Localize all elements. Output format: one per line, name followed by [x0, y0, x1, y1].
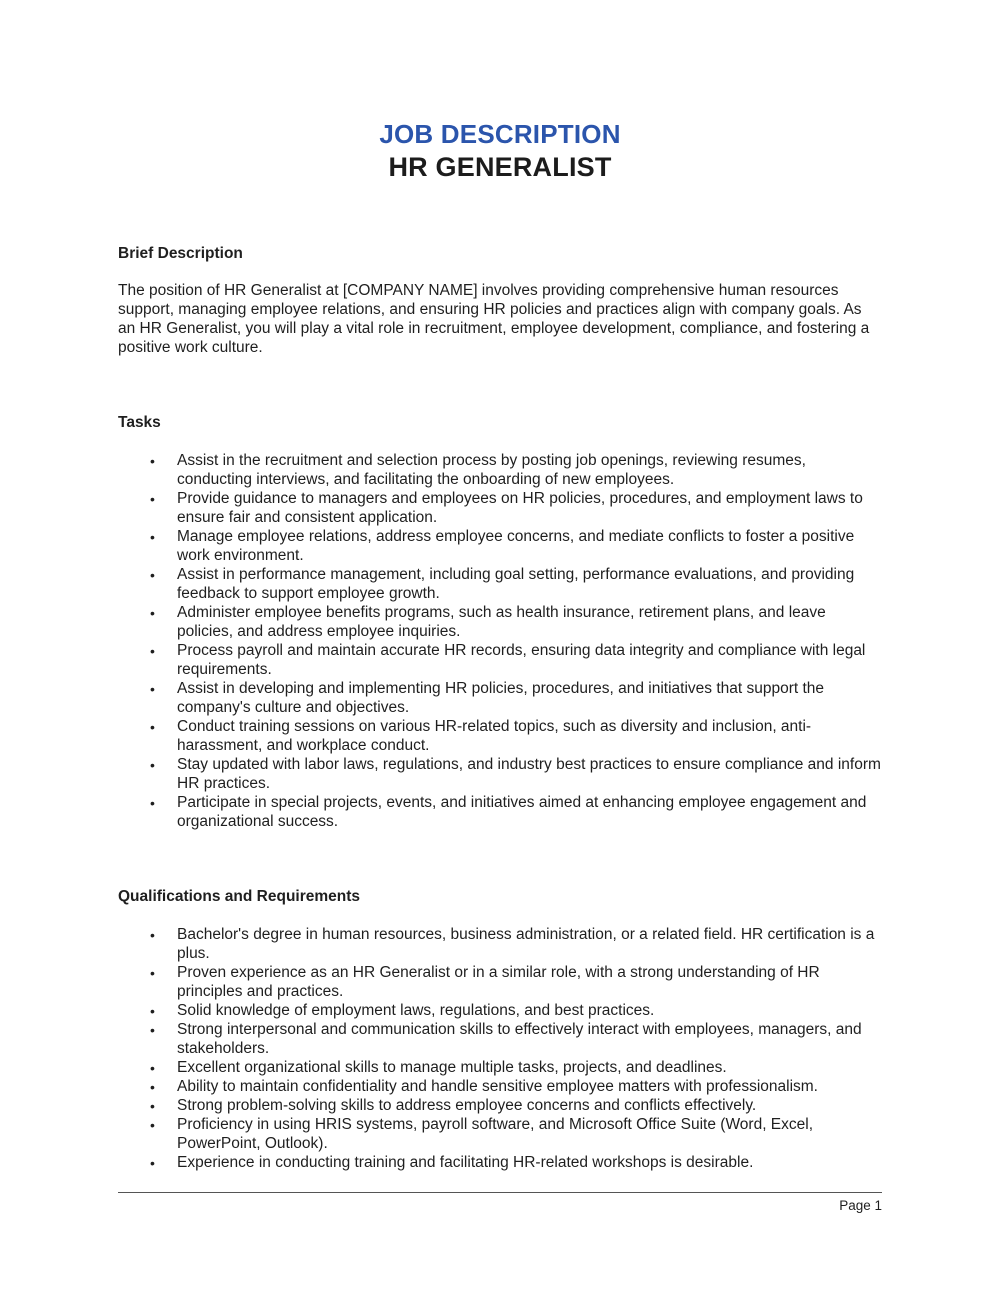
section-brief-description: [118, 244, 882, 357]
list-item: • Process payroll and maintain accurate HR records, ensuring data integrity and compliance with legal requirements.: [177, 641, 882, 679]
brief-description-heading: Brief Description: [118, 245, 243, 262]
list-item: • Solid knowledge of employment laws, regulations, and best practices.: [177, 1001, 882, 1020]
section-qualifications: [118, 887, 882, 1172]
list-item: • Excellent organizational skills to manage multiple tasks, projects, and deadlines.: [177, 1058, 882, 1077]
list-item: • Assist in developing and implementing HR policies, procedures, and initiatives that support the company's culture and objectives.: [177, 679, 882, 717]
doc-subtitle: HR GENERALIST: [388, 152, 612, 182]
list-item: • Proficiency in using HRIS systems, payroll software, and Microsoft Office Suite (Word, Excel, PowerPoint, Outlook).: [177, 1115, 882, 1153]
tasks-list: [118, 451, 882, 831]
tasks-heading: Tasks: [118, 414, 161, 431]
list-item: • Strong interpersonal and communication skills to effectively interact with employees, managers, and stakeholders.: [177, 1020, 882, 1058]
brief-description-paragraph: The position of HR Generalist at [COMPANY NAME] involves providing comprehensive human resources support, managing employee relations, and ensuring HR policies and practices align with company goals. As an HR Generalist, you will play a vital role in recruitment, employee development, compliance, and fostering a positive work culture.: [118, 282, 870, 356]
list-item: • Provide guidance to managers and employees on HR policies, procedures, and employment laws to ensure fair and consistent application.: [177, 489, 882, 527]
page-footer: [118, 1192, 882, 1215]
section-tasks: [118, 413, 882, 831]
list-item: • Proven experience as an HR Generalist or in a similar role, with a strong understanding of HR principles and practices.: [177, 963, 882, 1001]
list-item: • Ability to maintain confidentiality and handle sensitive employee matters with professionalism.: [177, 1077, 882, 1096]
list-item: • Conduct training sessions on various HR-related topics, such as diversity and inclusion, anti-harassment, and workplace conduct.: [177, 717, 882, 755]
list-item: • Assist in the recruitment and selection process by posting job openings, reviewing resumes, conducting interviews, and facilitating the onboarding of new employees.: [177, 451, 882, 489]
list-item: • Manage employee relations, address employee concerns, and mediate conflicts to foster a positive work environment.: [177, 527, 882, 565]
list-item: • Participate in special projects, events, and initiatives aimed at enhancing employee engagement and organizational success.: [177, 793, 882, 831]
page-number-label: Page 1: [839, 1198, 882, 1213]
list-item: • Assist in performance management, including goal setting, performance evaluations, and providing feedback to support employee growth.: [177, 565, 882, 603]
document-title-block: [118, 118, 882, 184]
list-item: • Strong problem-solving skills to address employee concerns and conflicts effectively.: [177, 1096, 882, 1115]
list-item: • Stay updated with labor laws, regulations, and industry best practices to ensure compliance and inform HR practices.: [177, 755, 882, 793]
qualifications-heading: Qualifications and Requirements: [118, 888, 361, 905]
doc-title: JOB DESCRIPTION: [379, 119, 621, 149]
qualifications-list: [118, 925, 882, 1172]
list-item: • Administer employee benefits programs, such as health insurance, retirement plans, and leave policies, and address employee inquiries.: [177, 603, 882, 641]
document-content: [118, 118, 882, 1172]
list-item: • Bachelor's degree in human resources, business administration, or a related field. HR certification is a plus.: [177, 925, 882, 963]
list-item: • Experience in conducting training and facilitating HR-related workshops is desirable.: [177, 1153, 882, 1172]
